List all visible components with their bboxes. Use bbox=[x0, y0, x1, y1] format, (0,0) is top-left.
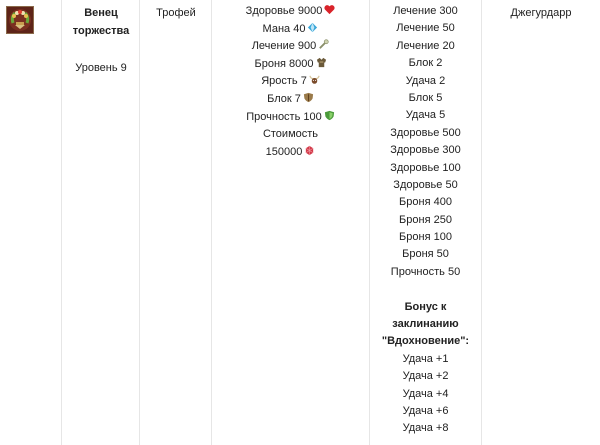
bonus-cell bbox=[370, 0, 482, 445]
spell-bonus-item: Удача +2 bbox=[402, 370, 449, 383]
stat-item bbox=[212, 56, 369, 74]
shield-icon bbox=[303, 92, 314, 103]
stats-list bbox=[212, 3, 369, 161]
spell-bonus-title: заклинанию bbox=[392, 318, 459, 331]
stat-text: Блок 7 bbox=[267, 92, 301, 105]
stat-text: Здоровье 9000 bbox=[245, 5, 323, 17]
item-name[interactable]: Венец торжества bbox=[72, 7, 130, 37]
stat-text: Броня 8000 bbox=[254, 57, 314, 70]
stat-item bbox=[212, 38, 369, 56]
bonus-item: Броня 250 bbox=[399, 213, 452, 226]
laurel-wreath-trophy-icon[interactable] bbox=[6, 6, 34, 34]
item-source[interactable]: Джегурдарр bbox=[510, 7, 572, 19]
bonus-item: Прочность 50 bbox=[390, 265, 461, 278]
bonus-item: Броня 400 bbox=[399, 196, 452, 209]
bonus-item: Здоровье 100 bbox=[390, 161, 461, 174]
item-level: Уровень 9 bbox=[75, 62, 127, 74]
stat-item bbox=[212, 109, 369, 127]
healing-wand-icon bbox=[318, 39, 329, 50]
stat-item bbox=[212, 91, 369, 109]
bonus-item: Блок 5 bbox=[408, 91, 443, 104]
stat-text: Мана 40 bbox=[262, 22, 306, 35]
stat-item bbox=[212, 126, 369, 144]
armor-chest-icon bbox=[316, 57, 327, 68]
spell-bonus-item: Удача +6 bbox=[402, 404, 449, 417]
bonus-spacer bbox=[370, 281, 481, 298]
stat-item bbox=[212, 3, 369, 21]
stat-text: Лечение 900 bbox=[251, 40, 317, 53]
bonus-item: Здоровье 500 bbox=[390, 126, 461, 139]
type-cell bbox=[140, 0, 212, 445]
bonus-item: Броня 100 bbox=[399, 231, 452, 244]
bonus-item: Лечение 50 bbox=[396, 22, 455, 35]
bonus-item: Удача 5 bbox=[405, 109, 446, 122]
mana-crystal-icon bbox=[307, 22, 318, 33]
bull-head-icon bbox=[309, 74, 320, 85]
bonus-item: Здоровье 300 bbox=[390, 144, 461, 157]
spell-bonus-title: Бонус к bbox=[404, 300, 447, 313]
bonus-list bbox=[370, 3, 481, 438]
stat-text: Стоимость bbox=[262, 128, 319, 141]
source-cell bbox=[482, 0, 600, 445]
spell-bonus-item: Удача +8 bbox=[402, 422, 449, 435]
bonus-item: Лечение 20 bbox=[396, 39, 455, 52]
spell-bonus-title: "Вдохновение": bbox=[381, 335, 470, 348]
stat-text: Ярость 7 bbox=[261, 75, 307, 88]
item-type: Трофей bbox=[156, 7, 196, 19]
spell-bonus-item: Удача +1 bbox=[402, 352, 449, 365]
stats-cell bbox=[212, 0, 370, 445]
spell-bonus-item: Удача +4 bbox=[402, 387, 449, 400]
bonus-item: Здоровье 50 bbox=[393, 178, 458, 191]
bonus-item: Лечение 300 bbox=[393, 5, 458, 17]
icon-cell bbox=[0, 0, 62, 445]
stat-item bbox=[212, 73, 369, 91]
name-cell bbox=[62, 0, 140, 445]
stat-text: 150000 bbox=[265, 145, 303, 158]
bonus-item: Броня 50 bbox=[402, 248, 449, 261]
green-shield-icon bbox=[324, 110, 335, 121]
heart-icon bbox=[324, 4, 335, 15]
stat-item bbox=[212, 21, 369, 39]
stat-text: Прочность 100 bbox=[246, 110, 322, 123]
ruby-gem-icon bbox=[304, 145, 315, 156]
bonus-item: Блок 2 bbox=[408, 57, 443, 70]
bonus-item: Удача 2 bbox=[405, 74, 446, 87]
stat-item bbox=[212, 144, 369, 162]
